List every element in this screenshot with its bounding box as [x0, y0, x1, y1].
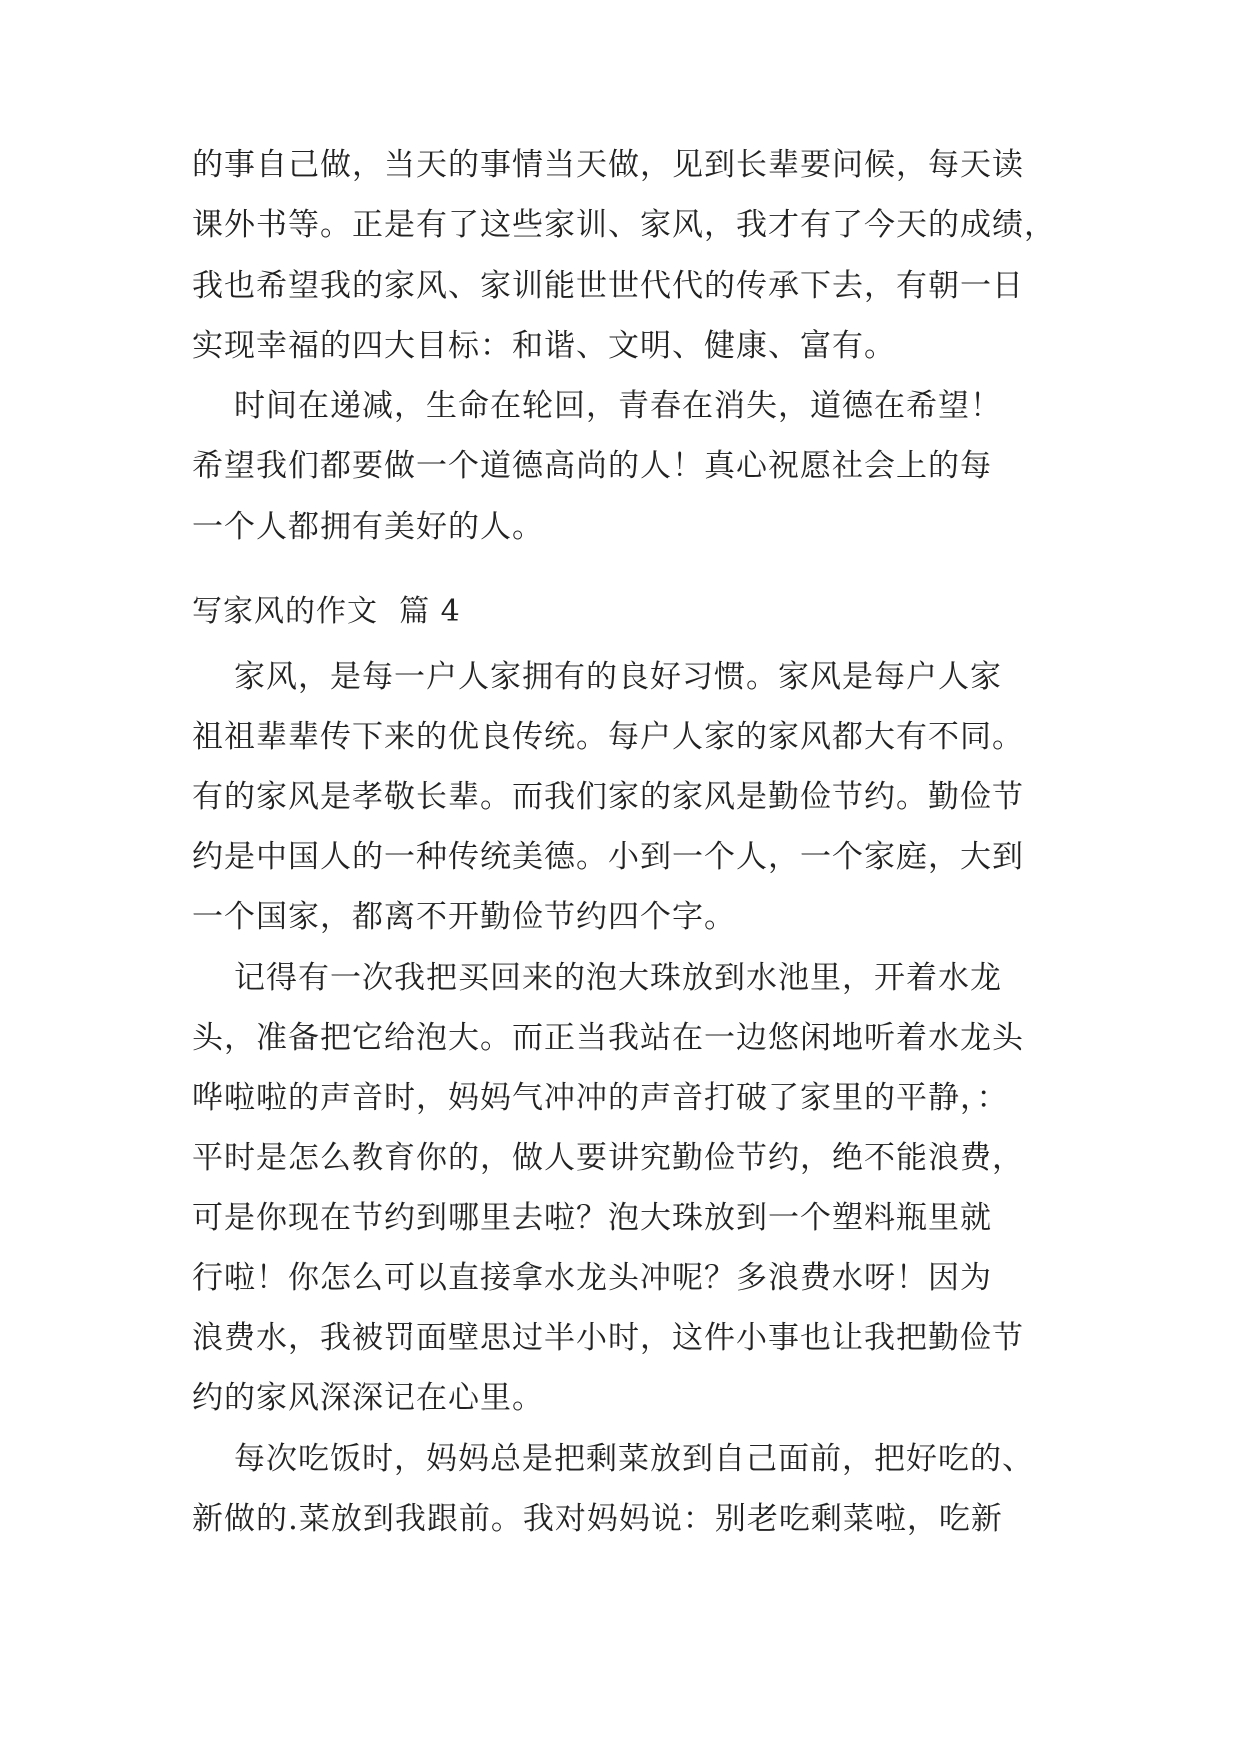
paragraph-line: 一个国家，都离不开勤俭节约四个字。	[192, 899, 736, 935]
paragraph-line: 时间在递减，生命在轮回，青春在消失，道德在希望！	[234, 388, 1002, 424]
paragraph-line: 可是你现在节约到哪里去啦？泡大珠放到一个塑料瓶里就	[192, 1200, 992, 1236]
paragraph-line: 家风，是每一户人家拥有的良好习惯。家风是每户人家	[234, 659, 1002, 695]
paragraph-line: 行啦！你怎么可以直接拿水龙头冲呢？多浪费水呀！因为	[192, 1260, 992, 1296]
paragraph-line: 哗啦啦的声音时，妈妈气冲冲的声音打破了家里的平静，：	[192, 1080, 1009, 1116]
paragraph-line: 新做的.菜放到我跟前。我对妈妈说：别老吃剩菜啦，吃新	[192, 1501, 1003, 1537]
paragraph-line: 平时是怎么教育你的，做人要讲究勤俭节约，绝不能浪费，	[192, 1140, 1024, 1176]
paragraph-line: 约是中国人的一种传统美德。小到一个人，一个家庭，大到	[192, 839, 1024, 875]
paragraph-line: 约的家风深深记在心里。	[192, 1380, 544, 1416]
paragraph-line: 祖祖辈辈传下来的优良传统。每户人家的家风都大有不同。	[192, 719, 1024, 755]
paragraph-line: 希望我们都要做一个道德高尚的人！真心祝愿社会上的每	[192, 448, 992, 484]
paragraph-line: 每次吃饭时，妈妈总是把剩菜放到自己面前，把好吃的、	[234, 1441, 1034, 1477]
paragraph-line: 浪费水，我被罚面壁思过半小时，这件小事也让我把勤俭节	[192, 1320, 1024, 1356]
paragraph-line: 有的家风是孝敬长辈。而我们家的家风是勤俭节约。勤俭节	[192, 779, 1024, 815]
paragraph-line: 头，准备把它给泡大。而正当我站在一边悠闲地听着水龙头	[192, 1020, 1024, 1056]
paragraph-line: 一个人都拥有美好的人。	[192, 509, 544, 545]
paragraph-line: 的事自己做，当天的事情当天做，见到长辈要问候，每天读	[192, 147, 1024, 183]
paragraph-line: 记得有一次我把买回来的泡大珠放到水池里，开着水龙	[234, 960, 1002, 996]
paragraph-line: 课外书等。正是有了这些家训、家风，我才有了今天的成绩，	[192, 207, 1056, 243]
section-title: 写家风的作文 篇 4	[192, 594, 461, 629]
paragraph-line: 我也希望我的家风、家训能世世代代的传承下去，有朝一日	[192, 268, 1024, 304]
paragraph-line: 实现幸福的四大目标：和谐、文明、健康、富有。	[192, 328, 896, 364]
